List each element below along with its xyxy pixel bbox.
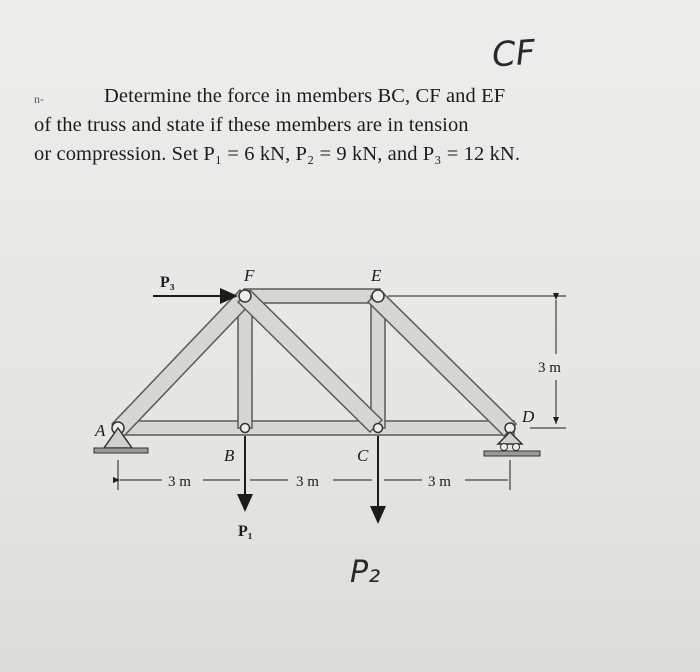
- load-label-P3: P₃: [160, 274, 175, 291]
- joint-label-C: C: [357, 446, 369, 465]
- problem-line-2: of the truss and state if these members are in tension: [34, 114, 469, 136]
- member-FC: [238, 290, 382, 432]
- problem-line-1: Determine the force in members BC, CF and EF: [104, 85, 506, 107]
- pin-B: [241, 424, 250, 433]
- joint-label-E: E: [371, 266, 382, 285]
- load-label-P2-handwritten: P₂: [350, 555, 381, 590]
- problem-marker: n-: [34, 92, 44, 106]
- load-label-P1: P₁: [238, 523, 253, 540]
- dim-label-height: 3 m: [538, 360, 561, 376]
- member-AF: [112, 290, 252, 436]
- pin-C: [374, 424, 383, 433]
- member-AD-bottom-chord: [118, 421, 514, 435]
- dim-label-BC: 3 m: [296, 474, 319, 490]
- member-ED: [368, 290, 516, 436]
- problem-line-3: or compression. Set P₁ = 6 kN, P₂ = 9 kN, and P₃ = 12 kN.: [34, 143, 521, 165]
- dim-label-CD: 3 m: [428, 474, 451, 490]
- dim-label-AB: 3 m: [168, 474, 191, 490]
- pin-F: [239, 290, 251, 302]
- handwritten-note: CF: [490, 32, 537, 76]
- pin-E: [372, 290, 384, 302]
- joint-label-B: B: [224, 446, 235, 465]
- member-FB: [238, 296, 252, 428]
- member-FE-top-chord: [244, 289, 380, 303]
- truss-members: [112, 289, 516, 436]
- joint-label-D: D: [522, 407, 535, 426]
- joint-label-A: A: [95, 421, 106, 440]
- joint-label-F: F: [244, 266, 255, 285]
